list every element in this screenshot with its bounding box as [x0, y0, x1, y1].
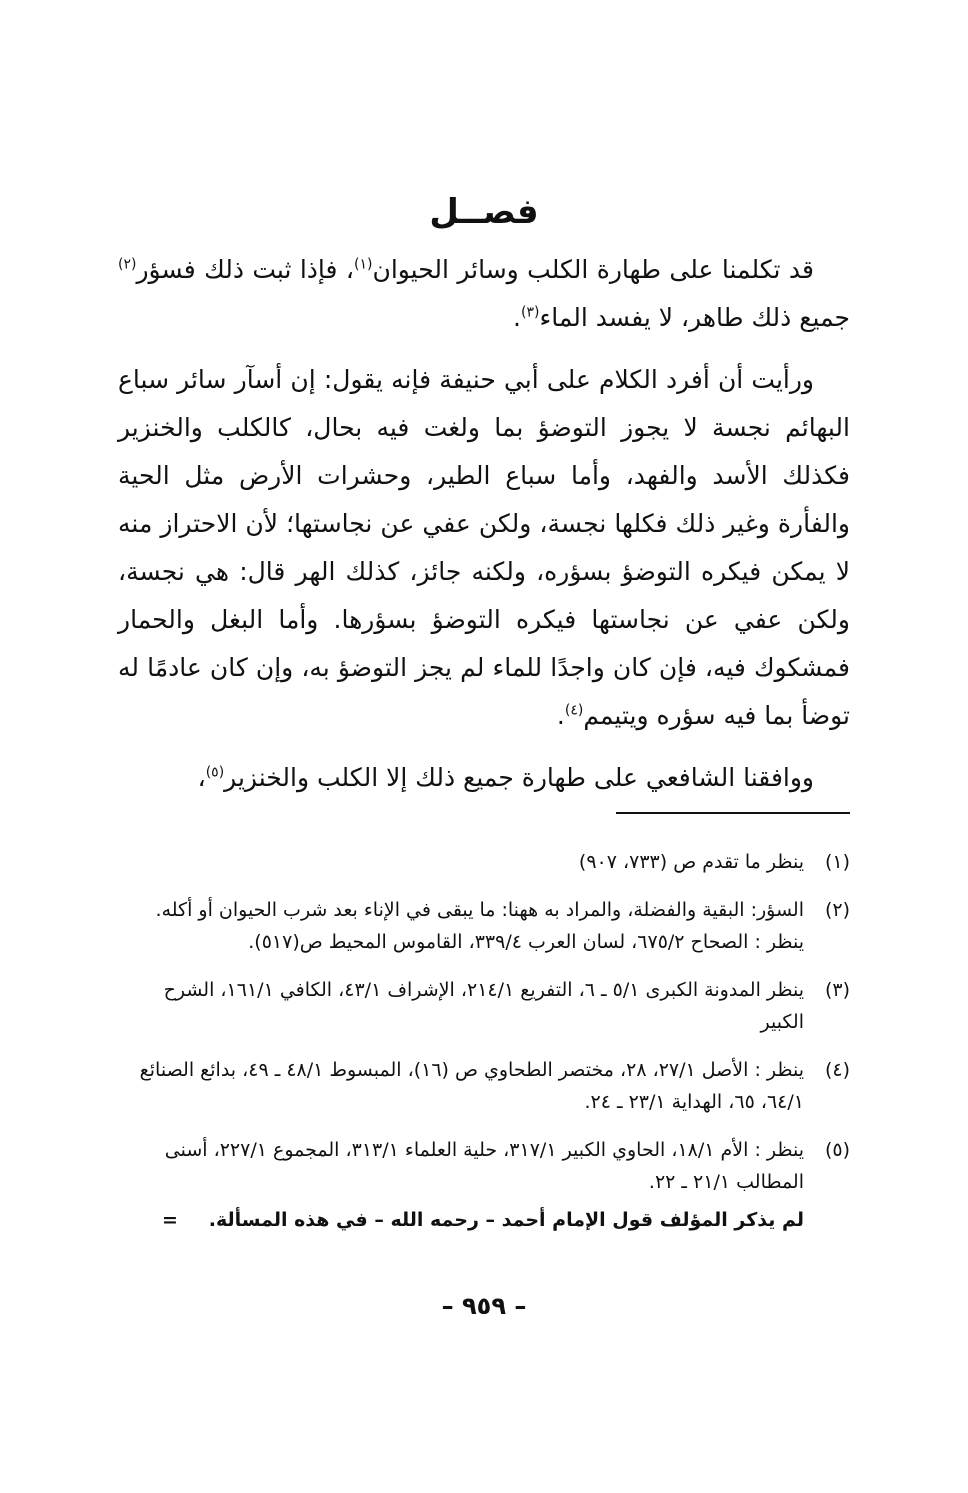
footnote-number: (٤) [824, 1059, 850, 1081]
continuation-mark: = [162, 1209, 178, 1231]
footnote-separator [616, 812, 850, 814]
text-segment: ووافقنا الشافعي على طهارة جميع ذلك إلا الكلب والخنزير [224, 763, 814, 792]
footnote-text: ينظر : الأم ١٨/١، الحاوي الكبير ٣١٧/١، حلية العلماء ٣١٣/١، المجموع ٢٢٧/١، أسنى المطالب ٢١/١ ـ ٢٢. [164, 1139, 804, 1193]
footnote-continuation-text: لم يذكر المؤلف قول الإمام أحمد – رحمه الله – في هذه المسألة. [208, 1209, 804, 1231]
text-segment: . [556, 701, 565, 730]
footnote-3 [118, 974, 850, 1038]
footnote-text: ينظر : الأصل ٢٧/١، ٢٨، مختصر الطحاوي ص (١٦)، المبسوط ٤٨/١ ـ ٤٩، بدائع الصنائع ٦٤/١، ٦٥، الهداية ٢٣/١ ـ ٢٤. [139, 1059, 804, 1113]
footnote-text: ينظر المدونة الكبرى ٥/١ ـ ٦، التفريع ٢١٤/١، الإشراف ٤٣/١، الكافي ١٦١/١، الشرح الكبير [163, 979, 804, 1033]
footnote-5 [118, 1134, 850, 1198]
footnote-4 [118, 1054, 850, 1118]
footnotes [118, 846, 850, 1236]
text-segment: ، [197, 763, 206, 792]
footnote-number: (٣) [824, 979, 850, 1001]
footnote-text: ينظر ما تقدم ص (٧٣٣، ٩٠٧) [578, 851, 804, 873]
text-segment: جميع ذلك طاهر، لا يفسد الماء [539, 303, 850, 332]
footnote-number: (١) [824, 851, 850, 873]
text-segment: ورأيت أن أفرد الكلام على أبي حنيفة فإنه يقول: إن أسآر سائر سباع البهائم نجسة لا يجوز التوضؤ بما ولغت فيه بحال، كالكلب والخنزير فكذلك الأسد والفهد، وأما سباع الطير، وحشرات الأرض مثل الحية والفأرة وغير ذلك فكلها نجسة، ولكن عفي عن نجاستها؛ لأن الاحتراز منه لا يمكن فيكره التوضؤ بسؤره، ولكنه جائز، كذلك الهر قال: هي نجسة، ولكن عفي عن نجاستها فيكره التوضؤ بسؤرها. وأما البغل والحمار فمشكوك فيه، فإن كان واجدًا للماء لم يجز التوضؤ به، وإن كان عادمًا له توضأ بما فيه سؤره ويتيمم [118, 365, 850, 730]
footnote-text: السؤر: البقية والفضلة، والمراد به ههنا: ما يبقى في الإناء بعد شرب الحيوان أو أكله. ينظر : الصحاح ٦٧٥/٢، لسان العرب ٣٣٩/٤، القاموس المحيط ص(٥١٧). [155, 899, 804, 953]
section-title: فصــل [429, 192, 539, 232]
footnote-ref-3[interactable]: (٣) [520, 304, 540, 321]
text-segment: قد تكلمنا على طهارة الكلب وسائر الحيوان [372, 255, 814, 284]
paragraph-1 [118, 246, 850, 342]
text-segment: ، فإذا ثبت ذلك فسؤر [136, 255, 354, 284]
footnote-number: (٥) [824, 1139, 850, 1161]
paragraph-3 [118, 754, 850, 802]
footnote-ref-4[interactable]: (٤) [564, 702, 584, 719]
footnote-ref-2[interactable]: (٢) [118, 256, 137, 273]
text-segment: . [513, 303, 521, 332]
footnote-ref-5[interactable]: (٥) [205, 764, 225, 781]
footnote-ref-1[interactable]: (١) [353, 256, 373, 273]
footnote-1 [118, 846, 850, 878]
paragraph-2 [118, 356, 850, 740]
page-number: – ٩٥٩ – [441, 1292, 527, 1320]
footnote-number: (٢) [824, 899, 850, 921]
footnote-2 [118, 894, 850, 958]
footnote-continuation [118, 1204, 850, 1236]
main-text [118, 246, 850, 816]
